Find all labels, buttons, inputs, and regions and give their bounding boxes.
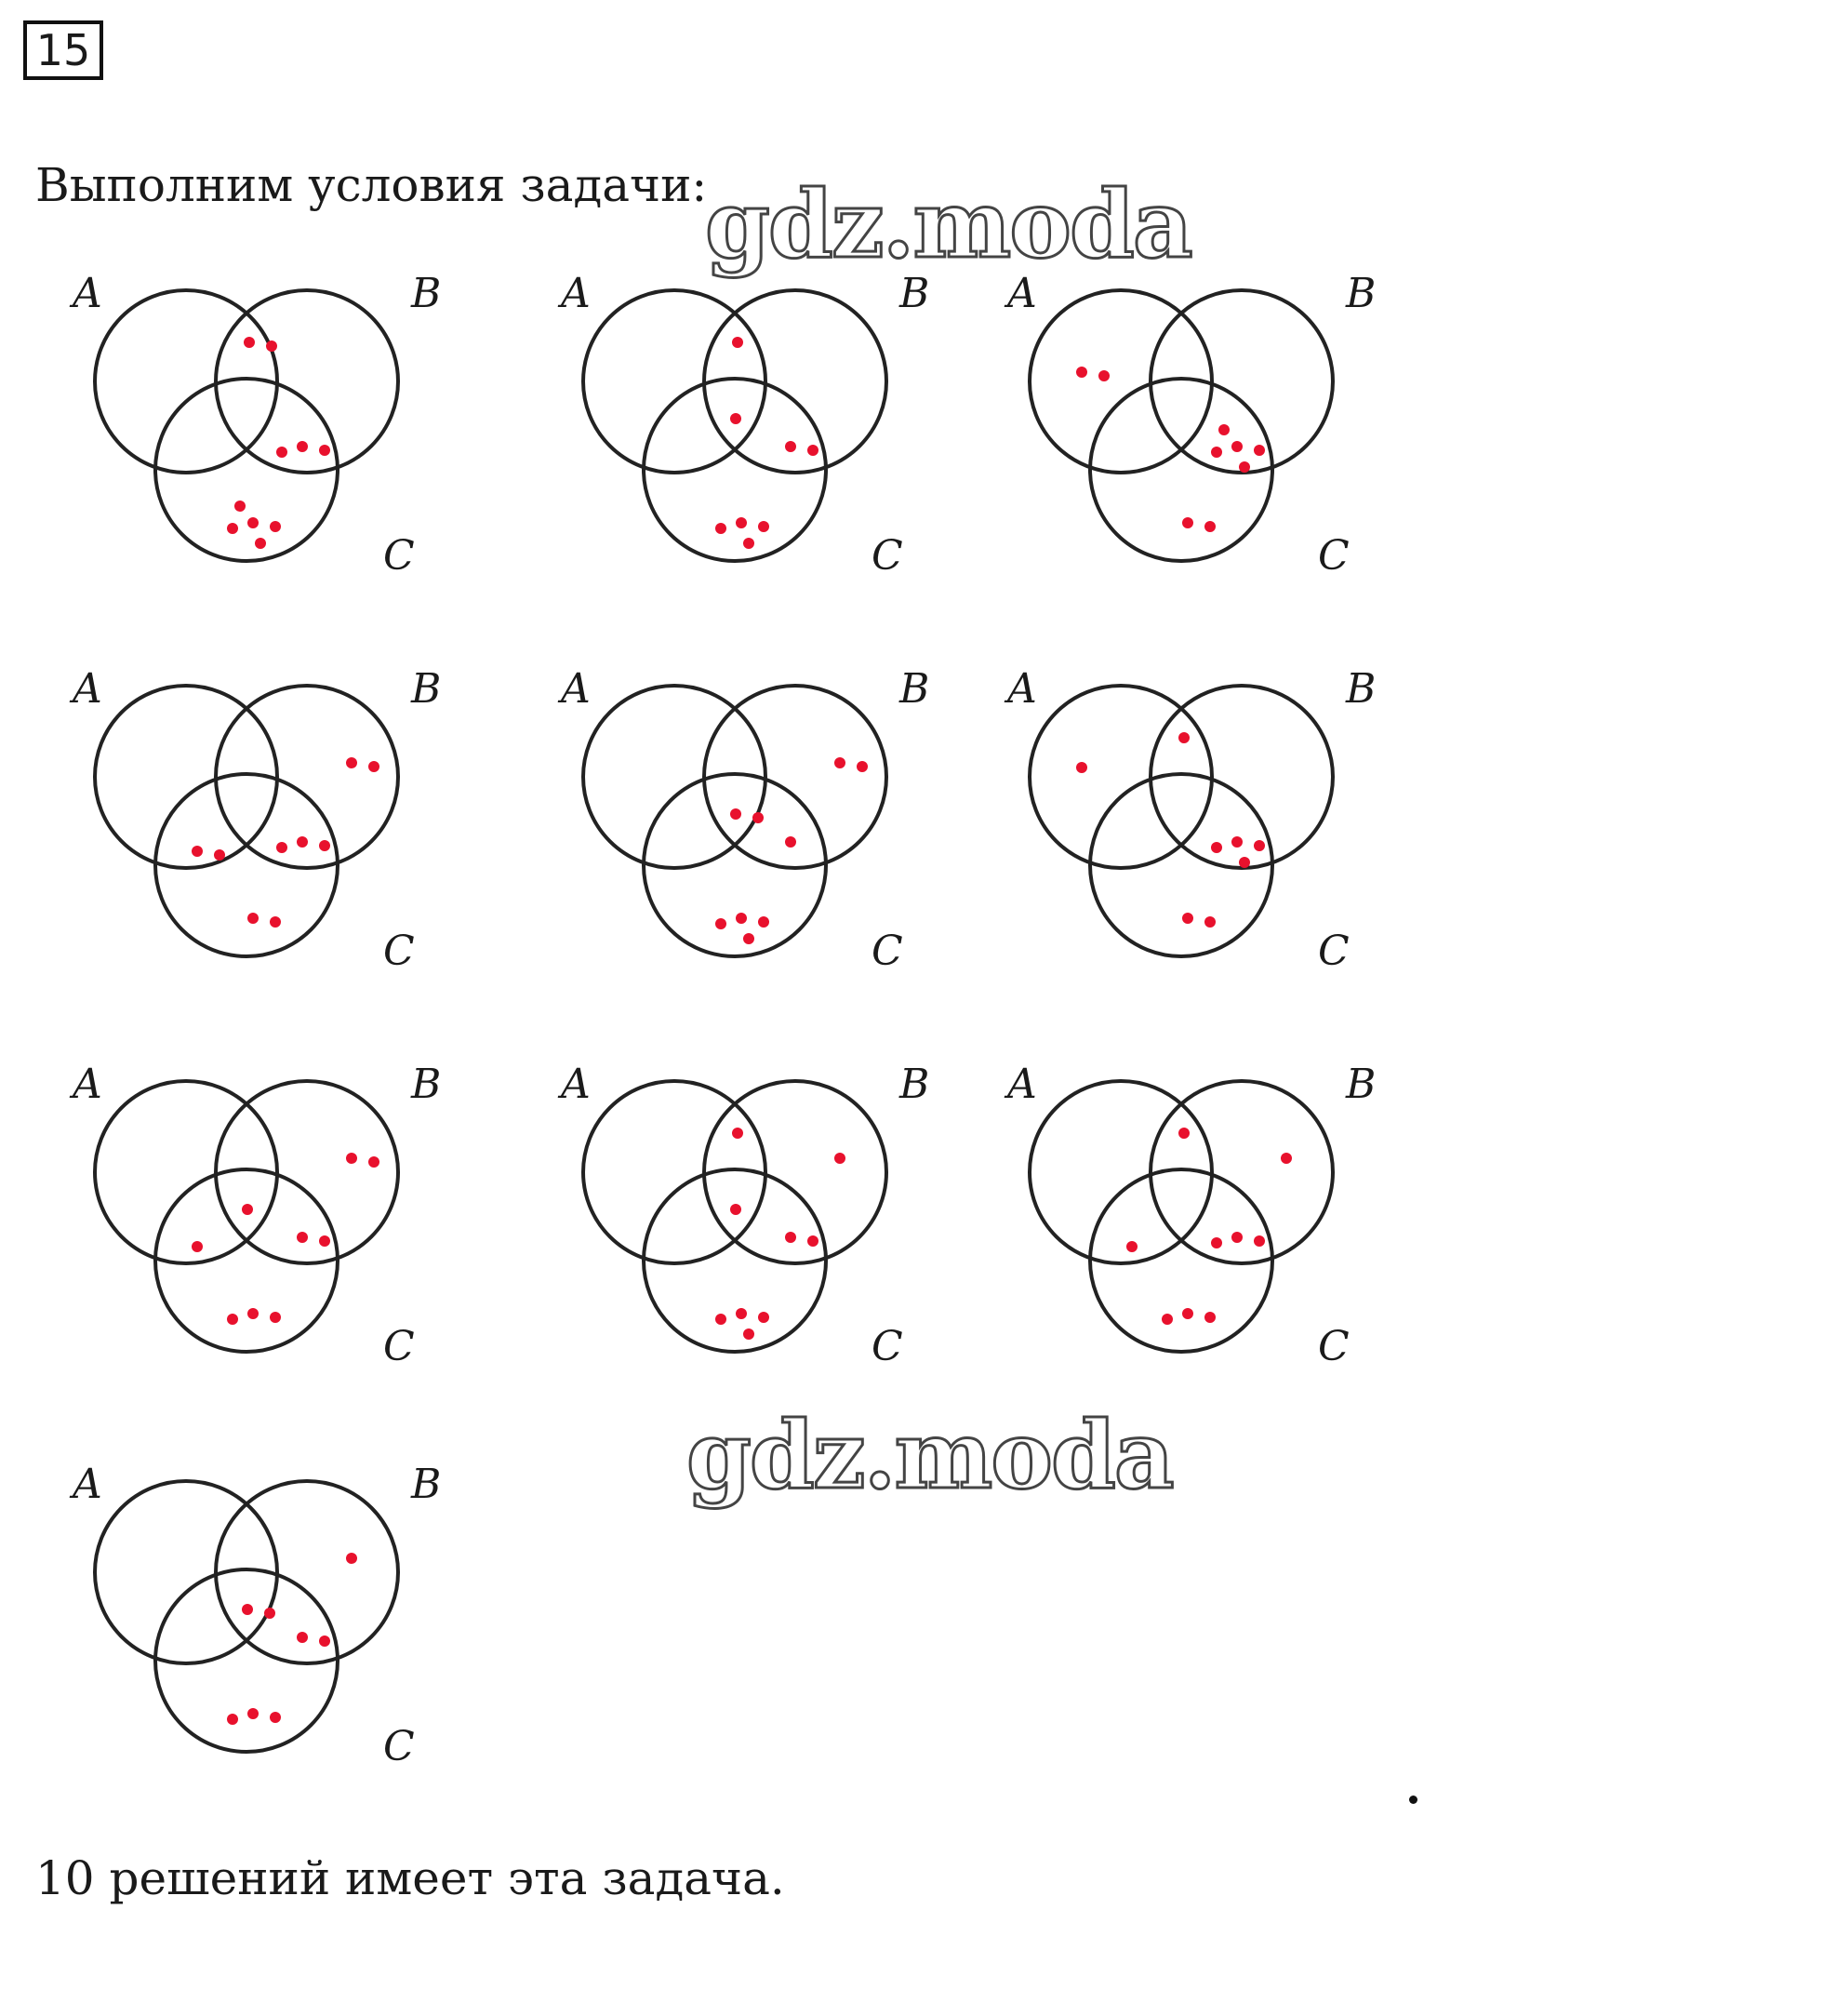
element-dot — [247, 1308, 259, 1319]
element-dot — [807, 1235, 818, 1247]
element-dot — [785, 836, 796, 848]
element-dot — [730, 413, 741, 424]
set-label-a: A — [73, 1461, 102, 1508]
set-label-b: B — [1346, 665, 1377, 713]
element-dot — [234, 501, 246, 512]
element-dot — [1076, 762, 1087, 773]
set-circle-a — [95, 1081, 277, 1263]
element-dot — [276, 447, 287, 458]
element-dot — [752, 812, 764, 823]
element-dot — [1204, 1312, 1216, 1323]
element-dot — [758, 1312, 769, 1323]
set-label-c: C — [383, 1323, 415, 1370]
answer-text: 10 решений имеет эта задача. — [35, 1851, 785, 1905]
element-dot — [247, 913, 259, 924]
venn-svg — [972, 665, 1409, 1028]
set-label-b: B — [899, 1061, 930, 1108]
set-circle-c — [155, 1569, 338, 1752]
set-circle-a — [95, 1481, 277, 1663]
set-label-c: C — [383, 532, 415, 580]
set-label-a: A — [1007, 665, 1037, 713]
set-label-a: A — [561, 665, 591, 713]
set-circle-a — [95, 290, 277, 473]
venn-diagram — [972, 270, 1409, 633]
set-circle-a — [583, 290, 765, 473]
element-dot — [214, 849, 225, 861]
element-dot — [1211, 447, 1222, 458]
element-dot — [255, 538, 266, 549]
set-label-b: B — [411, 665, 442, 713]
venn-diagram — [972, 1061, 1409, 1423]
element-dot — [247, 1708, 259, 1719]
set-label-b: B — [1346, 1061, 1377, 1108]
set-label-c: C — [383, 1723, 415, 1770]
set-label-c: C — [872, 928, 903, 975]
element-dot — [1281, 1153, 1292, 1164]
set-label-b: B — [411, 1461, 442, 1508]
stray-dot — [1409, 1796, 1417, 1804]
element-dot — [227, 1314, 238, 1325]
element-dot — [319, 840, 330, 851]
venn-svg — [972, 270, 1409, 633]
element-dot — [743, 538, 754, 549]
set-circle-a — [1030, 290, 1212, 473]
set-circle-a — [583, 686, 765, 868]
element-dot — [1239, 857, 1250, 868]
element-dot — [732, 1128, 743, 1139]
element-dot — [346, 757, 357, 768]
set-circle-c — [644, 1169, 826, 1352]
element-dot — [227, 523, 238, 534]
element-dot — [1231, 836, 1243, 848]
element-dot — [266, 340, 277, 352]
venn-diagram — [972, 665, 1409, 1028]
set-label-c: C — [1318, 1323, 1350, 1370]
element-dot — [736, 1308, 747, 1319]
element-dot — [785, 441, 796, 452]
set-label-c: C — [383, 928, 415, 975]
element-dot — [743, 933, 754, 944]
element-dot — [1076, 367, 1087, 378]
venn-diagram — [526, 665, 963, 1028]
element-dot — [270, 916, 281, 928]
set-label-a: A — [73, 1061, 102, 1108]
element-dot — [368, 761, 379, 772]
venn-svg — [37, 270, 474, 633]
element-dot — [1182, 1308, 1193, 1319]
element-dot — [368, 1156, 379, 1168]
venn-diagram — [37, 665, 474, 1028]
set-circle-c — [155, 1169, 338, 1352]
set-label-c: C — [1318, 532, 1350, 580]
element-dot — [244, 337, 255, 348]
venn-svg — [972, 1061, 1409, 1423]
venn-svg — [526, 1061, 963, 1423]
element-dot — [834, 1153, 845, 1164]
element-dot — [1211, 842, 1222, 853]
element-dot — [319, 445, 330, 456]
element-dot — [270, 1312, 281, 1323]
element-dot — [736, 913, 747, 924]
set-circle-c — [1090, 1169, 1272, 1352]
element-dot — [1211, 1237, 1222, 1248]
element-dot — [1182, 913, 1193, 924]
element-dot — [1178, 732, 1190, 743]
element-dot — [1126, 1241, 1138, 1252]
element-dot — [732, 337, 743, 348]
element-dot — [346, 1553, 357, 1564]
element-dot — [1182, 517, 1193, 528]
set-circle-c — [644, 379, 826, 561]
element-dot — [758, 521, 769, 532]
set-circle-c — [155, 379, 338, 561]
element-dot — [736, 517, 747, 528]
element-dot — [270, 521, 281, 532]
element-dot — [807, 445, 818, 456]
watermark: gdz.moda — [686, 1400, 1173, 1510]
problem-number — [23, 20, 103, 80]
set-circle-c — [644, 774, 826, 956]
element-dot — [715, 918, 726, 929]
element-dot — [1254, 1235, 1265, 1247]
element-dot — [227, 1714, 238, 1725]
set-label-c: C — [872, 1323, 903, 1370]
intro-text: Выполним условия задачи: — [35, 158, 708, 212]
element-dot — [297, 1232, 308, 1243]
venn-svg — [526, 270, 963, 633]
element-dot — [785, 1232, 796, 1243]
element-dot — [1204, 916, 1216, 928]
set-circle-a — [1030, 686, 1212, 868]
element-dot — [834, 757, 845, 768]
venn-diagram — [526, 1061, 963, 1423]
venn-svg — [37, 1461, 474, 1823]
venn-diagram — [37, 1461, 474, 1823]
element-dot — [730, 1204, 741, 1215]
element-dot — [192, 1241, 203, 1252]
element-dot — [297, 1632, 308, 1643]
element-dot — [319, 1635, 330, 1647]
element-dot — [276, 842, 287, 853]
set-circle-c — [155, 774, 338, 956]
element-dot — [1098, 370, 1110, 381]
venn-diagram — [526, 270, 963, 633]
element-dot — [1231, 441, 1243, 452]
venn-svg — [37, 665, 474, 1028]
element-dot — [297, 836, 308, 848]
problem-number-text: 15 — [35, 25, 91, 75]
set-label-a: A — [1007, 1061, 1037, 1108]
set-label-b: B — [899, 665, 930, 713]
element-dot — [247, 517, 259, 528]
set-label-a: A — [73, 665, 102, 713]
set-circle-a — [583, 1081, 765, 1263]
set-label-a: A — [73, 270, 102, 317]
set-circle-a — [1030, 1081, 1212, 1263]
set-label-a: A — [561, 270, 591, 317]
set-label-c: C — [872, 532, 903, 580]
venn-diagram — [37, 1061, 474, 1423]
element-dot — [743, 1328, 754, 1340]
venn-diagram — [37, 270, 474, 633]
element-dot — [857, 761, 868, 772]
set-label-b: B — [411, 270, 442, 317]
element-dot — [1231, 1232, 1243, 1243]
set-label-c: C — [1318, 928, 1350, 975]
element-dot — [297, 441, 308, 452]
element-dot — [346, 1153, 357, 1164]
element-dot — [1162, 1314, 1173, 1325]
element-dot — [758, 916, 769, 928]
element-dot — [1254, 840, 1265, 851]
set-label-a: A — [561, 1061, 591, 1108]
set-label-b: B — [1346, 270, 1377, 317]
element-dot — [270, 1712, 281, 1723]
element-dot — [1239, 461, 1250, 473]
element-dot — [715, 1314, 726, 1325]
watermark: gdz.moda — [705, 169, 1191, 279]
venn-svg — [526, 665, 963, 1028]
element-dot — [264, 1608, 275, 1619]
element-dot — [192, 846, 203, 857]
set-circle-a — [95, 686, 277, 868]
element-dot — [1254, 445, 1265, 456]
element-dot — [730, 808, 741, 820]
element-dot — [1204, 521, 1216, 532]
element-dot — [319, 1235, 330, 1247]
venn-svg — [37, 1061, 474, 1423]
set-label-b: B — [411, 1061, 442, 1108]
element-dot — [242, 1204, 253, 1215]
element-dot — [715, 523, 726, 534]
set-label-a: A — [1007, 270, 1037, 317]
element-dot — [242, 1604, 253, 1615]
set-label-b: B — [899, 270, 930, 317]
element-dot — [1218, 424, 1230, 435]
element-dot — [1178, 1128, 1190, 1139]
